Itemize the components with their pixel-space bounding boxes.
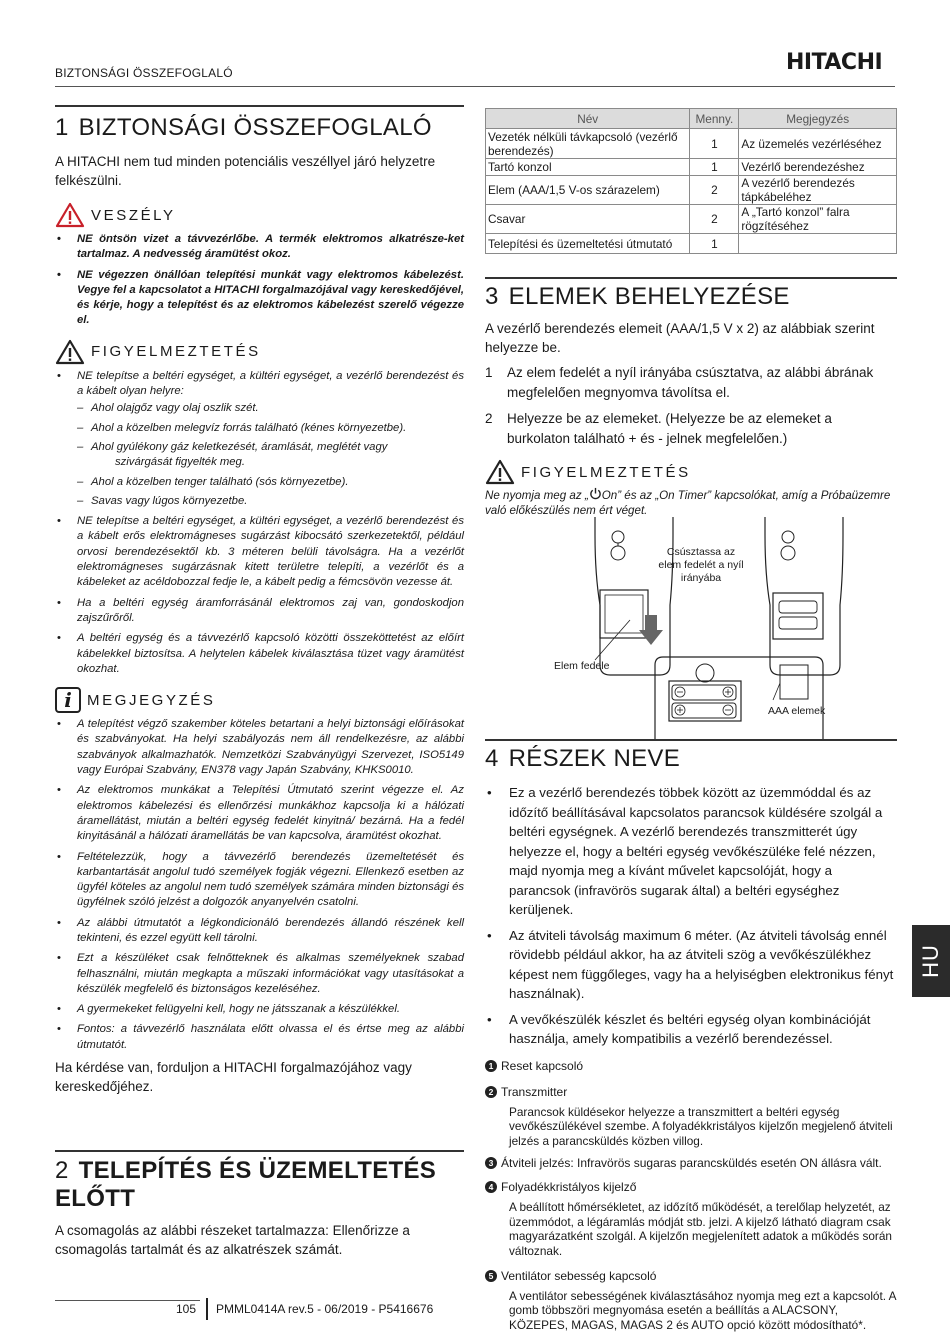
step-number: 1 bbox=[485, 365, 493, 380]
note-label: MEGJEGYZÉS bbox=[87, 691, 216, 709]
cell-qty: 2 bbox=[690, 176, 739, 205]
part-desc: Parancsok küldésekor helyezze a transzmittert a beltéri egység vevőkészülékével szembe. A folyadékkristályos kijelzőn megjelenő átviteli jelzés a parancsküldés közben villog. bbox=[509, 1104, 893, 1148]
table-row bbox=[486, 205, 897, 234]
header-rule bbox=[55, 86, 895, 87]
language-tab-label: HU bbox=[918, 944, 943, 978]
sec3-caution-label: FIGYELMEZTETÉS bbox=[521, 463, 691, 481]
step-2 bbox=[485, 409, 897, 449]
caution-heading bbox=[55, 339, 464, 365]
battery-compartment bbox=[655, 657, 826, 740]
sec4-heading bbox=[485, 745, 897, 773]
part-number-badge: 2 bbox=[485, 1086, 497, 1098]
part-4 bbox=[485, 1180, 897, 1194]
table-row bbox=[486, 129, 897, 159]
cell-note bbox=[739, 234, 897, 254]
cell-note: Vezérlő berendezéshez bbox=[739, 159, 897, 176]
table-row bbox=[486, 176, 897, 205]
cell-name: Tartó konzol bbox=[486, 159, 690, 176]
note-item: • Az elektromos munkákat a Telepítési Útmutató szerint végezze el. Az elektromos kábelezési és ellenőrzési munkákhoz kapcsolja ki a hálózati áramellátást, miután a beltéri egység fedelét kinyitná/ bezárná. Ha a fedél kinyitásánál a hálózati áramellátás be van kapcsolva, áramütést okozhat. bbox=[55, 783, 464, 844]
sec1-heading bbox=[55, 114, 464, 142]
part-label: Átviteli jelzés: Infravörös sugaras parancsküldés esetén ON állásra vált. bbox=[501, 1156, 882, 1171]
part-desc: A beállított hőmérsékletet, az időzítő működését, a terelőlap helyzetét, az üzemmódot, a légáramlás módját stb. jelzi. A kijelző látható diagram csak magyarázatként szolgál. A kijelzőn megjelenített adatok a működés során változnak. bbox=[509, 1200, 892, 1259]
sec2-title: TELEPÍTÉS ÉS ÜZEMELTETÉS ELŐTT bbox=[55, 1157, 437, 1212]
caution-intro: NE telepítse a beltéri egységet, a kültéri egységet, a vezérlő berendezést és a kábelt olyan helyre: bbox=[77, 369, 464, 398]
part-5 bbox=[485, 1269, 897, 1283]
cell-qty: 1 bbox=[690, 129, 739, 159]
arrow-down-icon bbox=[639, 615, 663, 645]
fig-slide-label: Csúsztassa az elem fedelét a nyíl irányába bbox=[658, 546, 744, 584]
part-2 bbox=[485, 1085, 897, 1099]
sec4-bullet: • A vevőkészülék készlet és beltéri egység olyan kombinációját használja, amely kompatibilis a vezérlő berendezéssel. bbox=[485, 1010, 897, 1049]
caution-item: • NE telepítse a beltéri egységet, a kültéri egységet, a vezérlő berendezést és a kábelt erős elektromágneses sugárzást kibocsátó szerkezetektől, például orvosi berendezésektől kb. 3 méteren belüli távolságra. Ha a vezérlőt elektromágneses sugárzásnak kitett területre telepíti, a vezérlőt és a kábeleket az acéldobozzal fedje le, a kábelt pedig a fémcsövön vezesse át. bbox=[55, 514, 464, 590]
caution-subitem: – Ahol olajgőz vagy olaj oszlik szét. bbox=[77, 401, 464, 416]
danger-list bbox=[55, 232, 464, 329]
sec1-title: BIZTONSÁGI ÖSSZEFOGLALÓ bbox=[78, 114, 432, 141]
part-label: Transzmitter bbox=[501, 1084, 568, 1099]
cell-qty: 1 bbox=[690, 159, 739, 176]
note-item: • Fontos: a távvezérlő használata előtt olvassa el és értse meg az alábbi útmutatót. bbox=[55, 1022, 464, 1053]
col-header: Menny. bbox=[690, 109, 739, 129]
sec1-intro: A HITACHI nem tud minden potenciális veszéllyel járó helyzetre felkészülni. bbox=[55, 154, 436, 188]
caution-subitem bbox=[77, 440, 464, 471]
note-heading bbox=[55, 687, 464, 713]
step-1 bbox=[485, 363, 897, 403]
cell-note: A vezérlő berendezés tápkábeléhez bbox=[739, 176, 897, 205]
caution-item bbox=[55, 369, 464, 509]
language-tab bbox=[912, 925, 950, 997]
sec3-intro: A vezérlő berendezés elemeit (AAA/1,5 V x 2) az alábbiak szerint helyezze be. bbox=[485, 321, 875, 355]
caution-item: • Ha a beltéri egység áramforrásánál elektromos zaj van, gondoskodjon zajszűrőről. bbox=[55, 596, 464, 627]
danger-icon bbox=[55, 202, 85, 228]
sec3-title: ELEMEK BEHELYEZÉSE bbox=[508, 283, 790, 310]
step-text: Helyezze be az elemeket. (Helyezze be az elemeket a burkolaton található + és - jelnek megfelelően.) bbox=[507, 411, 832, 446]
running-header: BIZTONSÁGI ÖSSZEFOGLALÓ bbox=[55, 66, 233, 80]
sec3-top-rule bbox=[485, 277, 897, 279]
cell-qty: 1 bbox=[690, 234, 739, 254]
sec1-number: 1 bbox=[55, 114, 69, 141]
cell-name: Telepítési és üzemeltetési útmutató bbox=[486, 234, 690, 254]
note-item: • Az alábbi útmutatót a légkondicionáló berendezés állandó részének kell tekinteni, és ezzel együtt kell tárolni. bbox=[55, 916, 464, 947]
sec4-number: 4 bbox=[485, 745, 499, 772]
caution-subitem: – Savas vagy lúgos környezetbe. bbox=[77, 494, 464, 509]
part-3 bbox=[485, 1156, 897, 1170]
cell-qty: 2 bbox=[690, 205, 739, 234]
note-item: • Ezt a készüléket csak felnőtteknek és alkalmas személyeknek szabad felhasználni, miután megkapta a műszaki információkat vagy utasításokat a készülék megfelelő és biztonságos kezeléséhez. bbox=[55, 951, 464, 997]
part-1 bbox=[485, 1059, 897, 1073]
sec3 bbox=[485, 283, 897, 518]
sec4-top-rule bbox=[485, 739, 897, 741]
part-desc: A ventilátor sebességének kiválasztásához nyomja meg ezt a kapcsolót. A gomb többszöri megnyomása esetén a beállítás a ALACSONY, KÖZEPES, MAGAS, MAGAS 2 és AUTO opció között módosítható*. bbox=[509, 1288, 896, 1332]
sec3-number: 3 bbox=[485, 283, 499, 310]
power-icon bbox=[589, 487, 602, 500]
caution-subitem-text: Ahol gyúlékony gáz keletkezését, áramlását, meglétét vagy bbox=[91, 440, 388, 453]
cell-name: Vezeték nélküli távkapcsoló (vezérlő berendezés) bbox=[486, 129, 690, 159]
col-header: Név bbox=[486, 109, 690, 129]
part-number-badge: 3 bbox=[485, 1157, 497, 1169]
caution-subitem: – Ahol a közelben melegvíz forrás található (kénes környezetbe). bbox=[77, 421, 464, 436]
caution-text-pre: Ne nyomja meg az „ bbox=[485, 489, 589, 502]
part-label: Folyadékkristályos kijelző bbox=[501, 1180, 637, 1195]
caution-label: FIGYELMEZTETÉS bbox=[91, 343, 261, 361]
sec2-number: 2 bbox=[55, 1157, 69, 1184]
part-number-badge: 5 bbox=[485, 1270, 497, 1282]
sec3-caution-heading bbox=[485, 459, 897, 485]
doc-reference: PMML0414A rev.5 - 06/2019 - P5416676 bbox=[216, 1302, 434, 1316]
note-list bbox=[55, 717, 464, 1053]
page-number: 105 bbox=[176, 1302, 197, 1316]
sec2 bbox=[55, 1157, 464, 1259]
caution-item: • A beltéri egység és a távvezérlő kapcsoló közötti összeköttetést az előírt kábelekkel biztosítsa. A helytelen kábelek kiválasztása tüzet vagy áramütést okozhat. bbox=[55, 631, 464, 677]
hitachi-logo: HITACHI bbox=[786, 50, 883, 75]
caution-sublist bbox=[77, 401, 464, 509]
note-item: • Feltételezzük, hogy a távvezérlő berendezés üzemeltetését és karbantartását angolul tudó személyek fogják végezni. Ellenkező esetben az ügyfél köteles az angolul nem tudó személyek számára minden biztonsági és ügyfélnek szóló jelzést a dolgozók anyanyelvén csatolni. bbox=[55, 850, 464, 911]
danger-label: VESZÉLY bbox=[91, 206, 176, 224]
col-header: Megjegyzés bbox=[739, 109, 897, 129]
table-row bbox=[486, 234, 897, 254]
note-item: • A telepítést végző szakember köteles betartani a helyi biztonsági előírásokat és szabványokat. Ha helyi szabályozás nem áll rendelkezésre, az alábbi szabványok alkalmazhatók. Nemzetközi Szabványügyi Szervezet, ISO5149 vagy Európai Szabvány, EN378 vagy Japán Szabvány, KHKS0010. bbox=[55, 717, 464, 778]
sec4-bullet: • Az átviteli távolság maximum 6 méter. (Az átviteli távolság ennél rövidebb például akkor, ha az átviteli szög a vevőkészülékhez képest nem függőleges, vagy ha a helyiségben elektronikus fényt használnak). bbox=[485, 926, 897, 1004]
caution-subitem: – Ahol a közelben tenger található (sós környezetbe). bbox=[77, 475, 464, 490]
part-number-badge: 4 bbox=[485, 1181, 497, 1193]
danger-heading bbox=[55, 202, 464, 228]
note-item: • A gyermekeket felügyelni kell, hogy ne játsszanak a készülékkel. bbox=[55, 1002, 464, 1017]
part-label: Reset kapcsoló bbox=[501, 1058, 584, 1073]
table-row bbox=[486, 159, 897, 176]
step-text: Az elem fedelét a nyíl irányába csúsztatva, az alábbi ábrának megfelelően megnyomva távolítsa el. bbox=[507, 365, 874, 400]
part-number-badge: 1 bbox=[485, 1060, 497, 1072]
caution-list bbox=[55, 369, 464, 677]
sec2-top-rule bbox=[55, 1150, 464, 1152]
warning-icon bbox=[485, 459, 515, 485]
remote-back-right bbox=[765, 517, 843, 675]
sec1-top-rule bbox=[55, 105, 464, 107]
remote-back-left bbox=[595, 517, 673, 675]
sec3-caution-text bbox=[485, 487, 897, 518]
sec1-closing: Ha kérdése van, forduljon a HITACHI forgalmazójához vagy kereskedőjéhez. bbox=[55, 1060, 412, 1095]
step-number: 2 bbox=[485, 411, 493, 426]
left-column bbox=[55, 108, 464, 1096]
cell-name: Elem (AAA/1,5 V-os szárazelem) bbox=[486, 176, 690, 205]
info-icon: i bbox=[55, 687, 81, 713]
danger-item: • NE végezzen önállóan telepítési munkát vagy elektromos kábelezést. Vegye fel a kapcsolatot a HITACHI forgalmazójával vagy kereskedőjével, és kérje, hogy a telepítést és az elektromos kábelezést szerelő végezze el. bbox=[55, 268, 464, 329]
sec2-heading bbox=[55, 1157, 464, 1213]
sec2-text: A csomagolás az alábbi részeket tartalmazza: Ellenőrizze a csomagolás tartalmát és az alkatrészek számát. bbox=[55, 1223, 410, 1257]
parts-table-wrap bbox=[485, 108, 897, 254]
footer-rule bbox=[55, 1300, 200, 1301]
sec4-title: RÉSZEK NEVE bbox=[508, 745, 681, 772]
parts-table bbox=[485, 108, 897, 254]
part-label: Ventilátor sebesség kapcsoló bbox=[501, 1268, 657, 1283]
sec4-bullet: • Ez a vezérlő berendezés többek között az üzemmóddal és az időzítő beállításával kapcsolatos parancsok küldésére szolgál a beltéri egységnek. A vezérlő berendezés transzmitterét úgy helyezze el, hogy a beltéri egység vevőkészüléke felé nézzen, majd nyomja meg a kívánt művelet kapcsolóját, hogy a parancsok (infravörös sugarak által) a beltéri egységhez kerüljenek. bbox=[485, 783, 897, 920]
sec4 bbox=[485, 745, 897, 1332]
footer-divider bbox=[206, 1298, 208, 1320]
cell-note: A „Tartó konzol” falra rögzítéséhez bbox=[739, 205, 897, 234]
cell-name: Csavar bbox=[486, 205, 690, 234]
sec3-heading bbox=[485, 283, 897, 311]
cell-note: Az üzemelés vezérléséhez bbox=[739, 129, 897, 159]
sec4-bullets bbox=[485, 783, 897, 1049]
table-header-row bbox=[486, 109, 897, 129]
fig-cover-label: Elem fedele bbox=[554, 660, 610, 672]
danger-item: • NE öntsön vizet a távvezérlőbe. A termék elektromos alkatrésze-ket tartalmaz. A nedvesség áramütést okoz. bbox=[55, 232, 464, 263]
warning-icon bbox=[55, 339, 85, 365]
fig-aaa-label: AAA elemek bbox=[768, 705, 826, 717]
caution-text-post: On” és az „On Timer” kapcsolókat, amíg a Próbaüzemre való előkészülés nem ért véget. bbox=[485, 489, 891, 517]
caution-subitem-cont: szivárgását figyelték meg. bbox=[115, 456, 245, 469]
